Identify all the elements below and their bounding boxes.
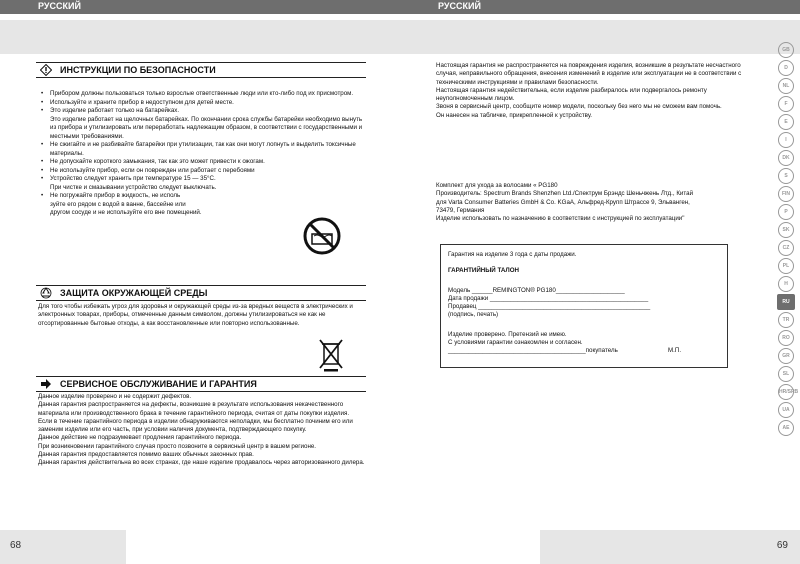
right-subbar bbox=[400, 20, 800, 54]
language-tab-ua[interactable]: UA bbox=[778, 402, 794, 418]
service-line: Данная гарантия предоставляется помимо ваших обычных законных прав. bbox=[38, 451, 254, 459]
recycle-icon bbox=[40, 287, 52, 299]
manufacturer-line: Производитель: Spectrum Brands Shenzhen Ltd./Спектрум Брэндс Шеньчжень Лтд., Китай bbox=[436, 190, 694, 198]
language-tab-s[interactable]: S bbox=[778, 168, 794, 184]
safety-item: • Не используйте прибор, если он поврежден или работает с перебоями bbox=[38, 167, 368, 176]
language-tab-cz[interactable]: CZ bbox=[778, 240, 794, 256]
language-tab-dk[interactable]: DK bbox=[778, 150, 794, 166]
safety-list bbox=[38, 90, 368, 218]
service-text bbox=[38, 393, 368, 468]
guarantee-period: Гарантия на изделие 3 года с даты продажи. bbox=[448, 251, 577, 258]
language-tab-sl[interactable]: SL bbox=[778, 366, 794, 382]
language-tab-ru[interactable]: RU bbox=[777, 294, 795, 310]
manufacturer-line: 73479, Германия bbox=[436, 206, 485, 214]
language-label: РУССКИЙ bbox=[438, 1, 481, 11]
language-tab-gr[interactable]: GR bbox=[778, 348, 794, 364]
arrow-right-icon bbox=[40, 378, 52, 390]
left-header-bar bbox=[0, 0, 400, 14]
guarantee-model-field: Модель ______REMINGTON® PG180____________________ bbox=[448, 287, 625, 294]
warranty-intro-4: Он нанесен на табличке, прикрепленной к устройству. bbox=[436, 111, 593, 119]
language-tab-ro[interactable]: RO bbox=[778, 330, 794, 346]
safety-item: • Не погружайте прибор в жидкость, не исполь bbox=[38, 192, 368, 201]
safety-item: • Прибором должны пользоваться только взрослые ответственные люди или кто-либо под их присмотром. bbox=[38, 90, 368, 99]
no-water-icon bbox=[302, 216, 342, 256]
manufacturer-info bbox=[436, 182, 756, 223]
guarantee-agree: С условиями гарантии ознакомлен и согласен. bbox=[448, 339, 583, 346]
service-line: Данное действие не подразумевает продления гарантийного периода. bbox=[38, 434, 242, 442]
guarantee-heading: ГАРАНТИЙНЫЙ ТАЛОН bbox=[448, 267, 520, 274]
right-header-bar bbox=[400, 0, 800, 14]
manufacturer-line: Изделие использовать по назначению в соответствии с инструкцией по эксплуатации" bbox=[436, 215, 685, 223]
language-tab-tr[interactable]: TR bbox=[778, 312, 794, 328]
language-tab-e[interactable]: E bbox=[778, 114, 794, 130]
guarantee-seller-field: Продавец __________________________________________________ bbox=[448, 303, 651, 310]
page-number: 69 bbox=[776, 540, 788, 551]
guarantee-buyer-line: ________________________________________покупатель bbox=[448, 347, 618, 354]
safety-item: • Не допускайте короткого замыкания, так как это может привести к ожогам. bbox=[38, 158, 368, 167]
manufacturer-line: Комплект для ухода за волосами « PG180 bbox=[436, 182, 558, 189]
language-label: РУССКИЙ bbox=[38, 1, 81, 11]
service-title-text: СЕРВИСНОЕ ОБСЛУЖИВАНИЕ И ГАРАНТИЯ bbox=[60, 379, 257, 389]
safety-section-title bbox=[36, 62, 366, 78]
language-tab-h[interactable]: H bbox=[778, 276, 794, 292]
language-tab-f[interactable]: F bbox=[778, 96, 794, 112]
safety-item: • Это изделие работает только на батарейках. bbox=[38, 107, 368, 116]
language-tab-sk[interactable]: SK bbox=[778, 222, 794, 238]
left-subbar bbox=[0, 20, 400, 54]
environment-title-text: ЗАЩИТА ОКРУЖАЮЩЕЙ СРЕДЫ bbox=[60, 288, 208, 298]
guarantee-date-field: Дата продажи ______________________________________________ bbox=[448, 295, 649, 302]
service-section-title bbox=[36, 376, 366, 392]
safety-title-text: ИНСТРУКЦИИ ПО БЕЗОПАСНОСТИ bbox=[60, 65, 216, 75]
language-tab-pl[interactable]: PL bbox=[778, 258, 794, 274]
language-tabs bbox=[778, 42, 799, 438]
page-number: 68 bbox=[10, 540, 22, 551]
warranty-intro-3: Звоня в сервисный центр, сообщите номер модели, поскольку без него мы не сможем вам помочь. bbox=[436, 103, 722, 111]
language-tab-p[interactable]: P bbox=[778, 204, 794, 220]
environment-text: Для того чтобы избежать угроз для здоровья и окружающей среды из-за вредных веществ в электрических и электронных товарах, приборы, отмеченные данным символом, должны утилизироваться не как не отсортированные бытовые отходы, а как восстановленные или повторно использованные. bbox=[38, 303, 353, 327]
warning-icon bbox=[40, 64, 52, 76]
guarantee-mp: М.П. bbox=[668, 347, 682, 354]
safety-item: зуйте его рядом с водой в ванне, бассейне или bbox=[50, 200, 186, 208]
language-tab-ae[interactable]: AE bbox=[778, 420, 794, 436]
safety-item: При чистке и смазывании устройство следует выключать. bbox=[50, 183, 217, 191]
service-line: Данная гарантия распространяется на дефекты, возникшие в результате использования некачественного материала или производственного брака в течение гарантийного периода, считая от даты покупки изделия. bbox=[38, 401, 350, 417]
left-footer-bar bbox=[0, 530, 126, 564]
service-line: При возникновении гарантийного случая просто позвоните в сервисный центр в вашем регионе. bbox=[38, 442, 317, 450]
warranty-intro-2: Настоящая гарантия недействительна, если изделие разбиралось или подвергалось ремонту неуполномоченным лицом. bbox=[436, 86, 707, 103]
safety-item: Это изделие работает на щелочных батарейках. По окончании срока службы батарейки необходимо вынуть из прибора и утилизировать или переработать надлежащим образом, в соответствии с государственными и местными требованиями. bbox=[50, 115, 363, 140]
safety-item: • Устройство следует хранить при температуре 15 — 35°C. bbox=[38, 175, 368, 184]
safety-item: • Используйте и храните прибор в недоступном для детей месте. bbox=[38, 99, 368, 108]
service-line: Если в течение гарантийного периода в изделии обнаруживаются неполадки, мы бесплатно починим его или заменим изделие или его часть, при условии наличия документа, подтверждающего покупку. bbox=[38, 417, 353, 434]
right-page bbox=[400, 0, 800, 564]
service-line: Данное изделие проверено и не содержит дефектов. bbox=[38, 393, 192, 400]
language-tab-gb[interactable]: GB bbox=[778, 42, 794, 58]
language-tab-i[interactable]: I bbox=[778, 132, 794, 148]
language-tab-d[interactable]: D bbox=[778, 60, 794, 76]
environment-section-title bbox=[36, 285, 366, 301]
right-footer-bar bbox=[540, 530, 800, 564]
safety-item: • Не сжигайте и не разбивайте батарейки при утилизации, так как они могут лопнуть и выделить токсичные материалы. bbox=[38, 141, 368, 158]
guarantee-sign-note: (подпись, печать) bbox=[448, 311, 499, 318]
service-line: Данная гарантия действительна во всех странах, где наше изделие продавалось через авторизованного дилера. bbox=[38, 459, 365, 467]
language-tab-nl[interactable]: NL bbox=[778, 78, 794, 94]
warranty-intro: Настоящая гарантия не распространяется на повреждения изделия, возникшие в результате несчастного случая, неправильного обращения, внесения изменений в изделие или эксплуатации не в соответствии с техническими инструкциями и правилами безопасности. bbox=[436, 62, 742, 86]
language-tab-hr-srb[interactable]: HR/SRB bbox=[778, 384, 794, 400]
language-tab-fin[interactable]: FIN bbox=[778, 186, 794, 202]
guarantee-checked: Изделие проверено. Претензий не имею. bbox=[448, 331, 567, 338]
guarantee-card bbox=[440, 244, 728, 368]
weee-bin-icon bbox=[318, 338, 344, 372]
manufacturer-line: для Varta Consumer Batteries GmbH & Co. KGaA, Альфред-Крупп Штрассе 9, Эльванген, bbox=[436, 198, 690, 206]
safety-item: другом сосуде и не используйте его вне помещений. bbox=[50, 209, 202, 216]
warranty-exclusions bbox=[436, 62, 756, 120]
